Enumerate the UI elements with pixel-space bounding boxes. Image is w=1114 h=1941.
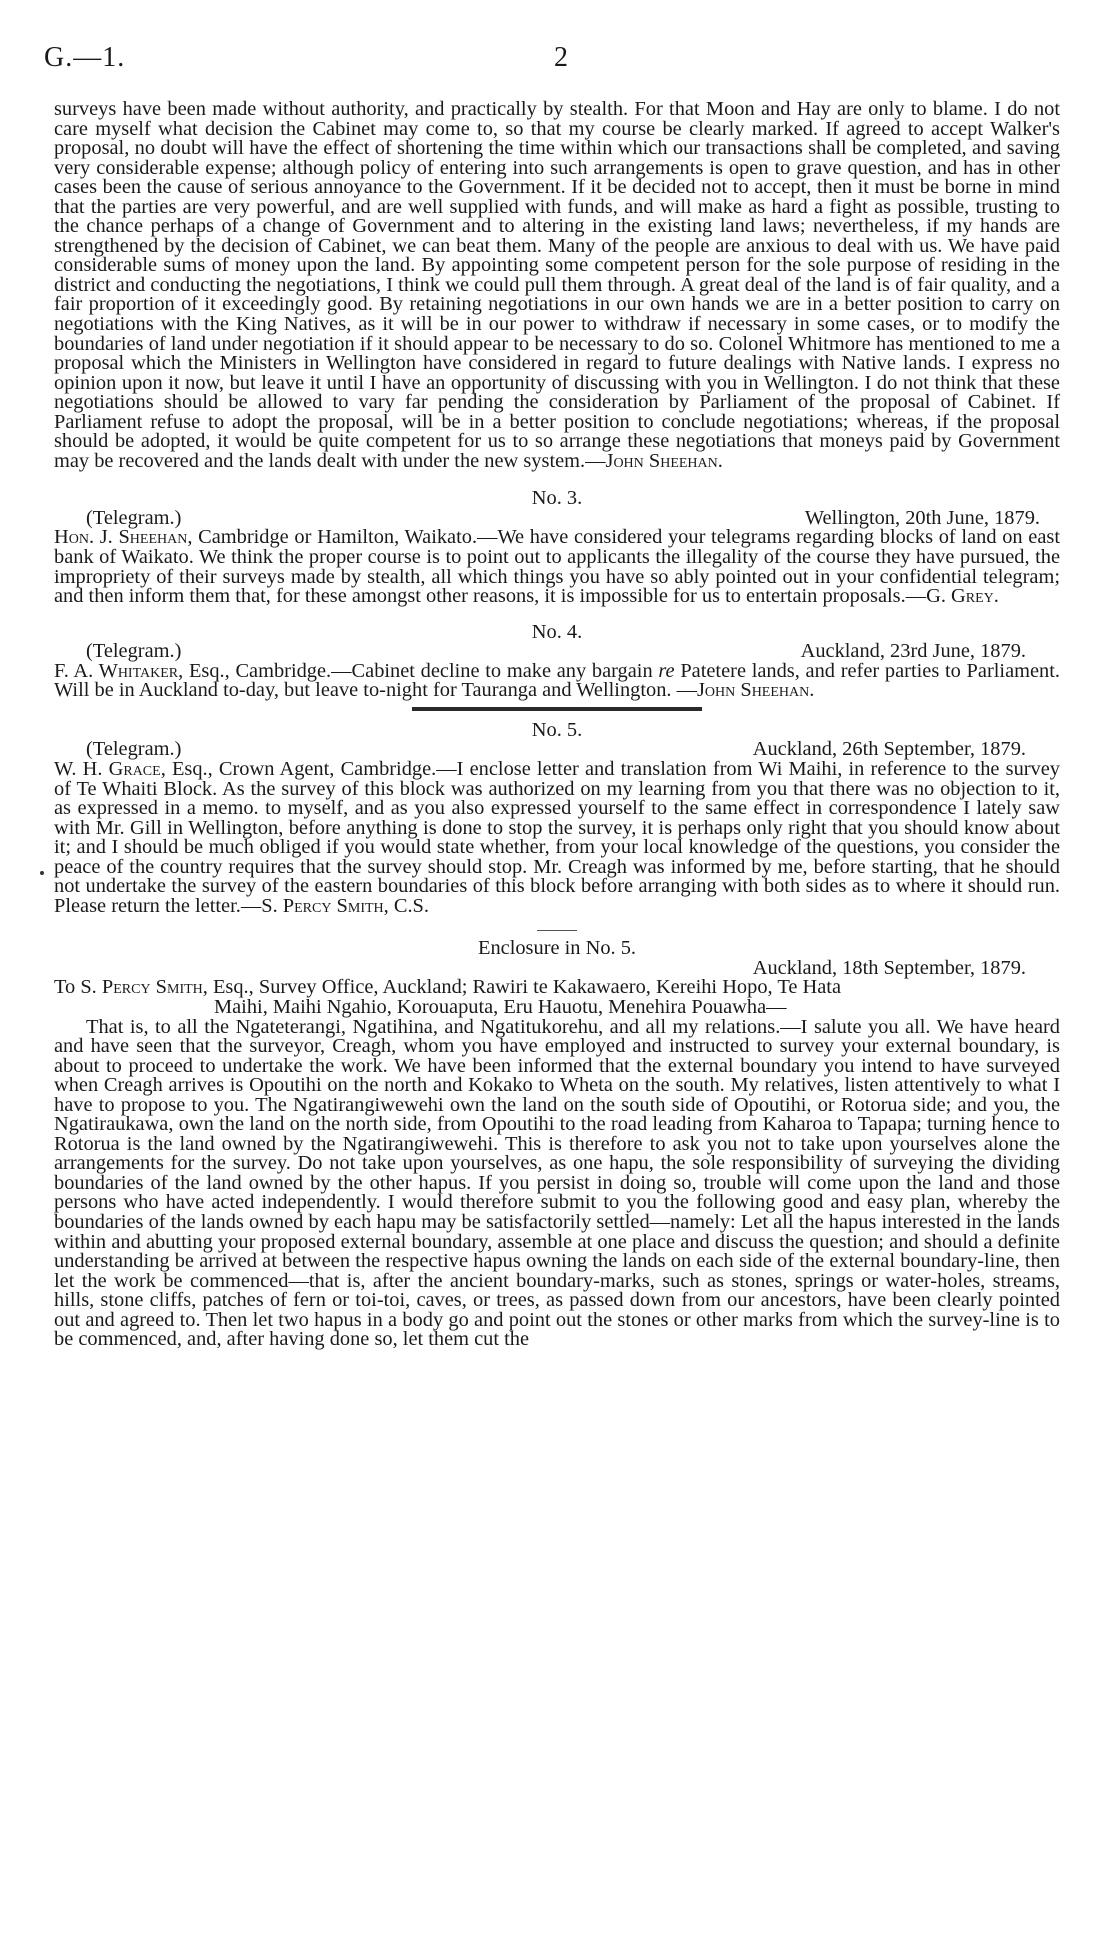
enclosure-heading: Enclosure in No. 5. — [478, 937, 636, 960]
signature: John Sheehan. — [696, 679, 815, 702]
document-reference: G.—1. — [44, 42, 126, 73]
section-heading-no3: No. 3. — [531, 487, 583, 510]
place-date: Auckland, 26th September, 1879. — [752, 738, 1026, 761]
telegram-label: (Telegram.) — [86, 738, 182, 761]
message-text: Esq., Cambridge.—Cabinet decline to make any bargain — [183, 659, 659, 682]
place-date: Auckland, 23rd June, 1879. — [800, 640, 1026, 663]
page-header — [44, 42, 1084, 82]
section-heading-no4: No. 4. — [531, 620, 583, 643]
telegram-body-no5 — [54, 757, 1060, 917]
enclosure-addressees-continued: Maihi, Maihi Ngahio, Korouaputa, Eru Hauotu, Menehira Pouawha— — [214, 995, 787, 1018]
telegram-label: (Telegram.) — [86, 506, 182, 529]
signature: S. Percy Smith, C.S. — [261, 894, 429, 917]
margin-mark — [40, 871, 44, 875]
signature: G. Grey. — [926, 585, 999, 608]
italic-word: re — [658, 659, 675, 682]
addressee: F. A. Whitaker, — [54, 659, 184, 682]
telegram-body-no3 — [54, 528, 1060, 606]
document-body — [54, 100, 1060, 1350]
section-divider — [412, 707, 702, 711]
enclosure-addressees: To S. Percy Smith, Esq., Survey Office, Auckland; Rawiri te Kakawaero, Kereihi Hopo, Te Hata — [54, 976, 842, 999]
addressee: W. H. Grace, — [54, 757, 166, 780]
place-date: Wellington, 20th June, 1879. — [804, 506, 1040, 529]
message-text: Patetere lands, and refer parties to Parliament. Will be in Auckland to-day, but leave to-night for Tauranga and Wellington. — — [54, 659, 1060, 702]
message-text: Esq., Crown Agent, Cambridge.—I enclose letter and translation from Wi Maihi, in reference to the survey of Te Whaiti Block. As the survey of this block was authorized on my learning from you that there was no objection to it, as expressed in a memo. to myself, and as you also expressed yourself to the same effect in correspondence I lately saw with Mr. Gill in Wellington, before anything is done to stop the survey, it is perhaps only right that you should know about it; and I should be much obliged if you would state whether, from your local knowledge of the questions, you consider the peace of the country requires that the survey should stop. Mr. Creagh was informed by me, before starting, that he should not undertake the survey of the eastern boundaries of this block before arranging with both sides as to where it should run. Please return the letter.— — [54, 757, 1060, 917]
page-number: 2 — [554, 42, 568, 73]
signature: John Sheehan. — [605, 449, 723, 472]
section-heading-no5: No. 5. — [531, 718, 583, 741]
short-divider — [537, 930, 577, 931]
message-text: Cambridge or Hamilton, Waikato.—We have considered your telegrams regarding blocks of land on east bank of Waikato. We think the proper course is to point out to applicants the illegality of the course they have pursued, the impropriety of their surveys made by stealth, all which things you have so ably pointed out in your confidential telegram; and then inform them that, for these amongst other reasons, it is impossible for us to entertain proposals.— — [54, 526, 1060, 608]
telegram-label: (Telegram.) — [86, 640, 182, 663]
place-date: Auckland, 18th September, 1879. — [752, 956, 1026, 979]
addressee: Percy Smith, — [101, 976, 208, 999]
continued-paragraph — [54, 100, 1060, 471]
addressee: Hon. J. Sheehan, — [54, 526, 193, 549]
enclosure-letter-body: That is, to all the Ngateterangi, Ngatihina, and Ngatitukorehu, and all my relations.—I salute you all. We have heard and have seen that the surveyor, Creagh, whom you have employed and instructed to survey your external boundary, is about to proceed to undertake the work. We have been informed that the external boundary you intend to have surveyed when Creagh arrives is Opoutihi on the north and Kokako to Wheta on the south. My relatives, listen attentively to what I have to propose to you. The Ngatirangiwewehi own the land on the south side of Opoutihi, or Rotorua side; and you, the Ngatiraukawa, own the land on the north side, from Opoutihi to the road leading from Kaharoa to Tapapa; turning hence to Rotorua is the land owned by the Ngatirangiwewehi. This is therefore to ask you not to take upon yourselves alone the arrangements for the survey. Do not take upon yourselves, as one hapu, the sole responsibility of surveying the dividing boundaries of the land owned by the other hapus. If you persist in doing so, trouble will come upon the land and those persons who have acted independently. I would therefore submit to you the following good and easy plan, whereby the boundaries of the lands owned by each hapu may be satisfactorily settled—namely: Let all the hapus interested in the lands within and abutting your proposed external boundary, assemble at one place and discuss the question; and should a definite understanding be arrived at between the respective hapus owning the lands on each side of the external boundary-line, then let the work be commenced—that is, after the ancient boundary-marks, such as stones, springs or water-holes, streams, hills, stone cliffs, patches of fern or toi-toi, caves, or trees, as passed down from our ancestors, have been clearly pointed out and agreed to. Then let two hapus in a body go and point out the stones or other marks from which the survey-line is to be commenced, and, after having done so, let them cut the — [54, 1015, 1060, 1351]
paragraph-text: surveys have been made without authority, and practically by stealth. For that Moon and Hay are only to blame. I do not care myself what decision the Cabinet may come to, so that my course be clearly marked. If agreed to accept Walker's proposal, no doubt will have the effect of shortening the time within which our transactions shall be completed, and saving very considerable expense; although policy of entering into such arrangements is open to grave question, and has in other cases been the cause of serious annoyance to the Government. If it be decided not to accept, then it must be borne in mind that the parties are very powerful, and are well supplied with funds, and will make as hard a fight as possible, trusting to the chance perhaps of a change of Government and to altering in the existing land laws; nevertheless, if my hands are strengthened by the decision of Cabinet, we can beat them. Many of the people are anxious to deal with us. We have paid considerable sums of money upon the land. By appointing some competent person for the sole purpose of residing in the district and conducting the negotiations, I think we could pull them through. A great deal of the land is of fair quality, and a fair proportion of it exceedingly good. By retaining negotiations in our own hands we are in a better position to carry on negotiations with the King Natives, as it will be in our power to withdraw if necessary in some cases, or to modify the boundaries of land under negotiation if it should appear to be necessary to do so. Colonel Whitmore has mentioned to me a proposal which the Ministers in Wellington have considered in regard to future dealings with Native lands. I express no opinion upon it now, but leave it until I have an opportunity of discussing with you in Wellington. I do not think that these negotiations should be allowed to vary far pending the consideration by Parliament of the proposal of Cabinet. If Parliament refuse to adopt the proposal, will be in a better position to conclude negotiations; whereas, if the proposal should be adopted, it would be quite competent for us to so arrange these negotiations that moneys paid by Government may be recovered and the lands dealt with under the new system.— — [54, 98, 1060, 472]
telegram-body-no4 — [54, 659, 1060, 702]
